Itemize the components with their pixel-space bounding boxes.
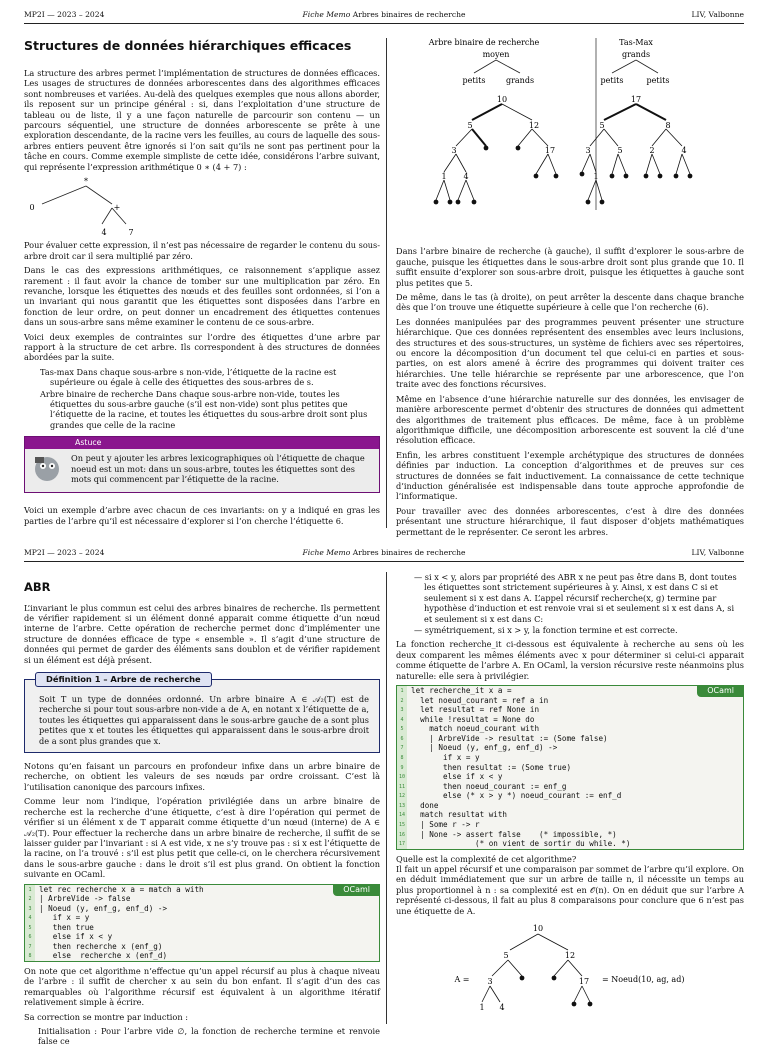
astuce-text: On peut y ajouter les arbres lexicographiques où l’étiquette de chaque noeud est un mot: dans un sous-arbre, toutes les étiquettes sont des mots qui commencent par l’étiquette de la racine.	[71, 453, 365, 484]
code-block-recherche-it	[396, 685, 744, 850]
code-line	[397, 734, 743, 744]
code-line	[397, 801, 743, 811]
code-line	[25, 885, 379, 895]
header-right: LIV, Valbonne	[691, 548, 744, 557]
code-text: if x = y	[39, 913, 90, 923]
tree-node: 1	[479, 1003, 485, 1013]
paragraph: Il fait un appel récursif et une comparaison par sommet de l’arbre qu’il explore. On en déduit immédiatement que sur un arbre de taille n, il nécessite un temps au plus proportionnel à n : sa complexité est en 𝒪(n). On en déduit que sur l’arbre A représenté ci-dessous, il fait au plus 8 comparaisons pour conclure que 6 n’est pas une étiquette de A.	[396, 864, 744, 916]
code-text: | ArbreVide -> resultat := (Some false)	[411, 733, 608, 743]
tree-left-label: 0	[29, 202, 35, 212]
tree-rr-label: 7	[128, 227, 134, 237]
code-line	[25, 894, 379, 904]
code-text: let resultat = ref None in	[411, 705, 540, 715]
code-line	[397, 782, 743, 792]
code-line	[397, 791, 743, 801]
code-lines	[25, 885, 379, 962]
heap-node: 4	[681, 146, 687, 155]
code-text: else (* x > y *) noeud_courant := enf_d	[411, 791, 622, 801]
line-number: 8	[25, 951, 35, 961]
paragraph: Dans l’arbre binaire de recherche (à gauche), il suffit d’explorer le sous-arbre de gauche, puisque les étiquettes dans le sous-arbre droit sont plus grande que 10. Il suffit ensuite d’explorer son sous-arbre droit, puisque les étiquettes à gauche sont plus petites que 5.	[396, 246, 744, 288]
code-line	[397, 820, 743, 830]
bst-node: 10	[496, 95, 508, 104]
code-text: else if x < y	[411, 772, 503, 782]
left-figure-title: Arbre binaire de recherche	[428, 38, 540, 47]
column-divider	[386, 38, 387, 528]
right-figure-small: petits	[600, 76, 624, 85]
paragraph: On note que cet algorithme n’effectue qu’un appel récursif au plus à chaque niveau de l’arbre : il suffit de chercher x au sein du bon enfant. Il s’agit d’un des cas remarquables où l’algorithme récursif est équivalent à un algorithme itératif relativement simple à écrire.	[24, 966, 380, 1008]
line-number: 14	[398, 812, 406, 819]
heap-node: 17	[630, 95, 642, 104]
right-column	[396, 572, 744, 1014]
code-language-tag: OCaml	[697, 685, 744, 697]
line-number: 2	[397, 696, 407, 706]
bst-node: 17	[544, 146, 556, 155]
bst-node: 3	[451, 146, 457, 155]
code-line	[397, 763, 743, 773]
code-text: let noeud_courant = ref a in	[411, 695, 549, 705]
line-number: 16	[398, 831, 406, 838]
definition-box	[24, 674, 380, 753]
line-number: 3	[397, 705, 407, 715]
header-center: Fiche Memo Arbres binaires de recherche	[302, 10, 466, 19]
code-line	[25, 923, 379, 933]
header-center: Fiche Memo Arbres binaires de recherche	[302, 548, 466, 557]
page-header	[24, 10, 744, 24]
paragraph: Même en l’absence d’une hiérarchie naturelle sur des données, les envisager de manière arborescente permet d’obtenir des structures de données qui admettent des algorithmes de traitement plus efficaces. De même, face à un problème algorithmique difficile, une décomposition arborescente est souvent la clé d’une résolution efficace.	[396, 393, 744, 446]
code-text: then resultat := (Some true)	[411, 762, 572, 772]
code-text: else if x < y	[39, 932, 113, 942]
line-number: 3	[25, 904, 35, 914]
code-text: let recherche_it x a =	[411, 686, 512, 696]
line-number: 6	[397, 734, 407, 744]
list-item-abr: Arbre binaire de recherche Dans chaque sous-arbre non-vide, toutes les étiquettes du sous-arbre gauche (s’il est non-vide) sont plus petites que l’étiquette de la racine, et toutes les étiquettes du sous-arbre droit sont plus grandes que celle de la racine	[40, 388, 368, 430]
code-line	[397, 743, 743, 753]
code-text: while !resultat = None do	[411, 714, 535, 724]
heap-node: 8	[665, 121, 671, 130]
paragraph: L’invariant le plus commun est celui des arbres binaires de recherche. Ils permettent de vérifier rapidement si un élément donné apparait comme étiquette d’un nœud interne de l’arbre. Cette opération de recherche permet donc d’implémenter une structure de données efficace de type « ensemble ». Il s’agit d’une structure de données qui permet de garder des éléments sans doublon et de vérifier rapidement si un élément est déjà présent.	[24, 602, 380, 665]
tree-node: 5	[503, 951, 509, 961]
line-number: 5	[397, 724, 407, 734]
code-line	[397, 810, 743, 820]
page-2	[0, 538, 768, 1047]
code-text: then recherche x (enf_g)	[39, 941, 163, 951]
right-column	[396, 38, 744, 541]
section-title: ABR	[24, 580, 51, 594]
heap-node: 3	[585, 146, 591, 155]
code-line	[397, 772, 743, 782]
paragraph: Dans le cas des expressions arithmétiques, ce raisonnement s’applique assez rarement : il faut avoir la chance de tomber sur une multiplication par zéro. En revanche, lorsque les étiquettes des nœuds et des feuilles sont ordonnées, si l’on a un invariant qui nous garantit que les étiquettes sont disposées dans l’arbre en fonction de leur ordre, on peut donner un encadrement des étiquettes contenues dans un sous-arbre sans même examiner le contenu de ce sous-arbre.	[24, 265, 380, 328]
tree-right-label: +	[113, 202, 121, 212]
tree-equation: = Noeud(10, ag, ad)	[602, 975, 685, 985]
code-text: else recherche x (enf_d)	[39, 951, 168, 961]
line-number: 2	[25, 894, 35, 904]
line-number: 1	[397, 686, 407, 696]
code-text: match resultat with	[411, 810, 508, 820]
paragraph: Sa correction se montre par induction :	[24, 1011, 188, 1022]
paragraph: Notons qu’en faisant un parcours en profondeur infixe dans un arbre binaire de recherche, on obtient les valeurs de ses nœuds par ordre croissant. C’est là l’utilisation canonique des parcours infixes.	[24, 761, 380, 792]
code-line	[397, 839, 743, 849]
line-number: 4	[25, 913, 35, 923]
bst-node: 1	[441, 172, 447, 181]
line-number: 12	[398, 793, 406, 800]
definition-text: Soit T un type de données ordonné. Un arbre binaire A ∈ 𝒜₂(T) est de recherche si pour tout sous-arbre non-vide a de A, en notant x l’étiquette de a, toutes les étiquettes qui apparaissent dans le sous-arbre gauche de a sont plus petites que x et toutes les étiquettes qui apparaissent dans le sous-arbre droit de a sont plus grandes que x.	[39, 694, 369, 746]
line-number: 15	[398, 821, 406, 828]
right-figure-title: Tas-Max	[619, 38, 653, 47]
heap-node: 5	[599, 121, 605, 130]
line-number: 9	[397, 763, 407, 773]
heap-node: 5	[617, 146, 623, 155]
line-number: 5	[25, 923, 35, 933]
code-line	[25, 904, 379, 914]
astuce-box	[24, 436, 380, 493]
list-item: — si x < y, alors par propriété des ABR x ne peut pas être dans B, dont toutes les étiquettes sont strictement supérieures à y. Ainsi, x est dans C si et seulement si x est dans A. L’appel récursif recherche(x, g) termine par hypothèse d’induction et est renvoie vrai si et seulement si x est dans A, si et seulement si x est dans C:	[414, 572, 737, 624]
line-number: 10	[398, 774, 406, 781]
code-line	[397, 705, 743, 715]
line-number: 1	[25, 885, 35, 895]
line-number: 11	[398, 783, 406, 790]
header-left: MP2I — 2023 – 2024	[24, 10, 105, 19]
code-line	[397, 696, 743, 706]
paragraph: Pour évaluer cette expression, il n’est pas nécessaire de regarder le contenu du sous-arbre droit car il sera multiplié par zéro.	[24, 240, 380, 261]
heap-node: 1	[593, 172, 599, 181]
tree-node: 10	[532, 924, 544, 934]
invariant-list	[24, 367, 380, 430]
line-number: 7	[397, 743, 407, 753]
column-divider	[386, 572, 387, 1024]
code-text: then true	[39, 922, 94, 932]
tree-node: 4	[499, 1003, 505, 1013]
code-text: | None -> assert false (* impossible, *)	[411, 829, 617, 839]
abr-example-tree	[396, 920, 744, 1012]
code-text: | Noeud (y, enf_g, enf_d) ->	[411, 743, 558, 753]
abr-tasmax-figure	[396, 38, 744, 210]
code-line	[397, 686, 743, 696]
left-figure-subtitle: moyen	[482, 50, 510, 59]
code-text: (* on vient de sortir du while. *)	[411, 839, 631, 849]
code-text: if x = y	[411, 753, 480, 762]
intro-paragraph: La structure des arbres permet l’implémentation de structures de données efficaces. Les usages de structures de données arborescentes dans des algorithmes efficaces sont nombreuses et variées. Au-delà des quelques exemples que nous allons aborder, ils reposent sur un principe général : si, dans l’exploitation d’une structure de tableau ou de liste, il y a une façon naturelle de parcourir son contenu — un parcours séquentiel, une structure de données arborescente se prête à une exploration descendante, de la racine vers les feuilles, au cours de laquelle des sous-arbres entiers peuvent être ignorés si l’on sait qu’ils ne sont pas pertinent pour la tâche en cours. Comme exemple simpliste de cette idée, considérons l’arbre suivant, qui représente l’expression arithmétique 0 ∗ (4 + 7) :	[24, 67, 380, 172]
code-text: then noeud_courant := enf_g	[411, 781, 567, 791]
code-text: let rec recherche x a = match a with	[39, 884, 204, 894]
paragraph: Voici un exemple d’arbre avec chacun de ces invariants: on y a indiqué en gras les parties de l’arbre qu’il est nécessaire d’explorer si l’on cherche l’étiquette 6.	[24, 505, 380, 526]
paragraph: Initialisation : Pour l’arbre vide ∅, la fonction de recherche termine et renvoie false ce	[38, 1026, 380, 1047]
case-list	[396, 572, 744, 635]
left-figure-large: grands	[505, 76, 535, 85]
line-number: 13	[398, 802, 406, 809]
heap-node: 2	[649, 146, 655, 155]
code-line	[25, 913, 379, 923]
code-text: | Noeud (y, enf_g, enf_d) ->	[39, 903, 168, 913]
list-item: — symétriquement, si x > y, la fonction termine et est correcte.	[414, 625, 678, 636]
code-line	[25, 951, 379, 961]
right-figure-small-2: petits	[646, 76, 670, 85]
code-block-recherche	[24, 884, 380, 963]
paragraph: Pour travailler avec des données arborescentes, c’est à dire des données présentant une structure hiérarchique, il faut disposer d’objets mathématiques permettant de le représenter. Ce seront les arbres.	[396, 505, 744, 537]
header-right: LIV, Valbonne	[691, 10, 744, 19]
bst-node: 12	[528, 121, 540, 130]
tree-node: 3	[487, 977, 493, 987]
header-left: MP2I — 2023 – 2024	[24, 548, 105, 557]
code-line	[397, 724, 743, 734]
code-text: done	[411, 800, 439, 810]
bst-node: 5	[467, 121, 473, 130]
list-item-tasmax: Tas-max Dans chaque sous-arbre s non-vide, l’étiquette de la racine est supérieure ou égale à celle des étiquettes des sous-arbres de s.	[40, 366, 337, 388]
code-text: | Some r -> r	[411, 819, 480, 829]
tree-label: A =	[454, 975, 470, 985]
tree-node: 17	[578, 977, 590, 987]
expression-tree	[24, 176, 380, 238]
code-line	[25, 942, 379, 952]
left-column	[24, 580, 380, 1051]
definition-tag: Définition 1 – Arbre de recherche	[35, 672, 212, 687]
code-language-tag: OCaml	[333, 884, 380, 896]
astuce-tag: Astuce	[25, 437, 379, 449]
mascot-icon	[31, 453, 65, 487]
paragraph: Quelle est la complexité de cet algorithme?	[396, 853, 577, 864]
code-lines	[397, 686, 743, 849]
paragraph: La fonction recherche_it ci-dessous est équivalente à recherche au sens où les deux comparent les mêmes éléments avec x pour déterminer si celui-ci apparait comme étiquette de l’arbre A. En OCaml, la version récursive reste néanmoins plus naturelle: elle sera à privilégier.	[396, 639, 744, 681]
code-line	[397, 753, 743, 763]
line-number: 7	[25, 942, 35, 952]
line-number: 8	[397, 753, 407, 763]
paragraph: Voici deux exemples de contraintes sur l’ordre des étiquettes d’une arbre par rapport à la structure de cet arbre. Ils correspondent à des structures de données abordées par la suite.	[24, 331, 380, 363]
right-figure-subtitle: grands	[621, 50, 651, 59]
section-title: Structures de données hiérarchiques efficaces	[24, 38, 352, 53]
paragraph: Les données manipulées par des programmes peuvent présenter une structure hiérarchique. Que ces données représentent des ensembles avec leurs inclusions, des structures et des sous-structures, un système de fichiers avec ses répertoires, ou encore la décomposition d’un document tel que celui-ci en parties et sous-parties, on est alors amené à écrire des programmes qui doivent traiter ces hiérarchies. Une telle hiérarchie se représente par une arborescence, que l’on traite avec des fonctions récursives.	[396, 316, 744, 390]
left-column	[24, 38, 380, 530]
paragraph: Comme leur nom l’indique, l’opération privilégiée dans un arbre binaire de recherche est la recherche d’une étiquette, c’est à dire l’opération qui permet de vérifier si un élément x de T apparait comme étiquette d’un nœud (interne) de A ∈ 𝒜₂(T). Pour effectuer la recherche dans un arbre binaire de recherche, il suffit de se laisser guider par l’invariant : si A est vide, x ne s’y trouve pas : si x est l’étiquette de la racine, on l’a trouvé : s’il est plus petit que celle-ci, on le cherchera récursivement dans le sous-arbre gauche : dans le droit s’il est plus grand. On obtient la fonction suivante en OCaml.	[24, 796, 380, 880]
line-number: 4	[397, 715, 407, 725]
bst-node: 4	[463, 172, 469, 181]
line-number: 6	[25, 932, 35, 942]
paragraph: De même, dans le tas (à droite), on peut arrêter la descente dans chaque branche dès que l’on trouve une étiquette supérieure à celle que l’on recherche (6).	[396, 292, 744, 313]
code-text: match noeud_courant with	[411, 724, 540, 734]
code-line	[25, 932, 379, 942]
code-line	[397, 830, 743, 840]
tree-root-label: *	[84, 176, 88, 186]
tree-node: 12	[564, 951, 576, 961]
paragraph: Enfin, les arbres constituent l’exemple archétypique des structures de données définies par induction. La conception d’algorithmes et de preuves sur ces structures de données se fait inductivement. La connaissance de cette technique d’induction généralisée est indispensable dans toute approche approfondie de l’informatique.	[396, 449, 744, 502]
page-header	[24, 548, 744, 562]
code-text: | ArbreVide -> false	[39, 894, 131, 904]
line-number: 17	[398, 841, 406, 848]
left-figure-small: petits	[462, 76, 486, 85]
code-line	[397, 715, 743, 725]
tree-rl-label: 4	[101, 227, 107, 237]
